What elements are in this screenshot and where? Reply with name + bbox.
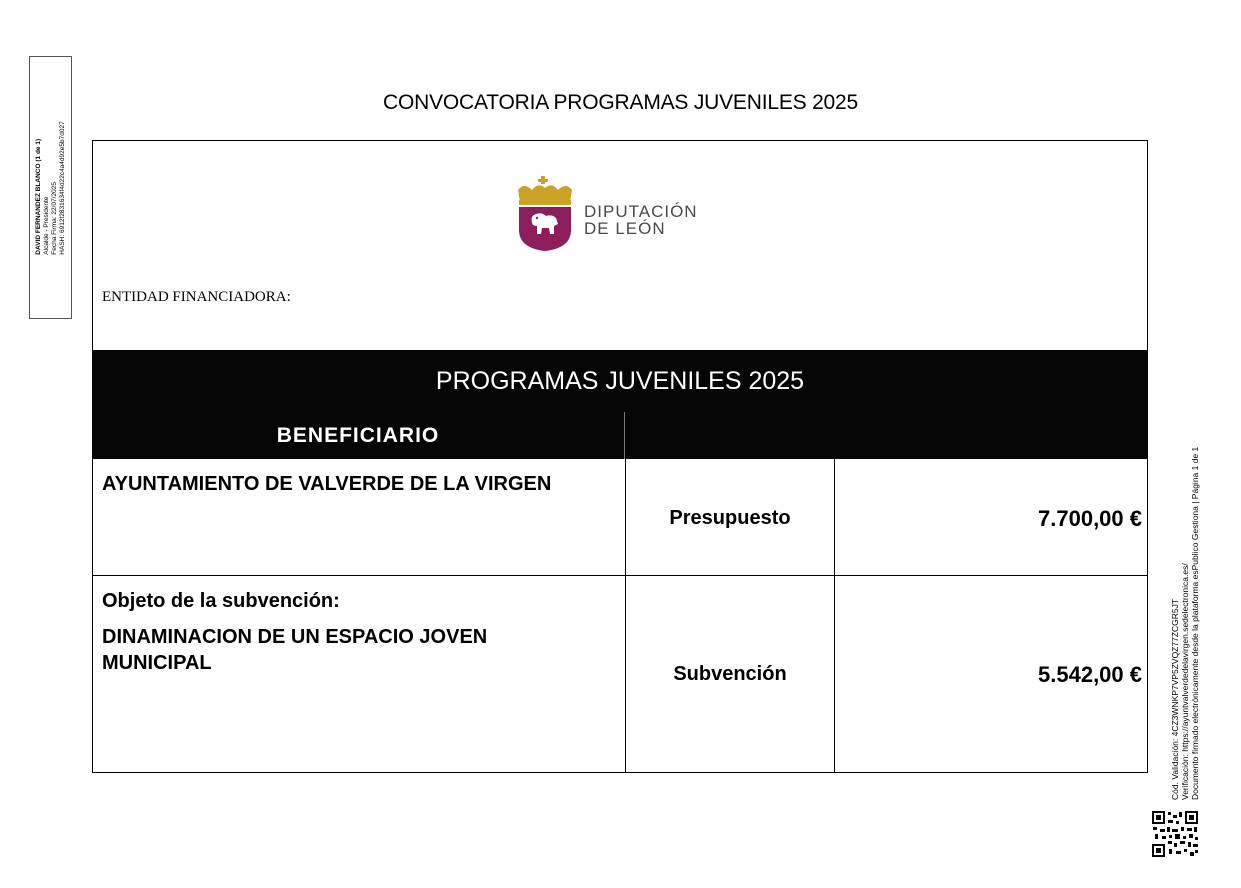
verification-note: Documento firmado electrónicamente desde la plataforma esPublico Gestiona | Página 1 de 1 <box>1190 446 1200 800</box>
budget-label: Presupuesto <box>669 507 791 529</box>
beneficiary-header: BENEFICIARIO <box>276 424 440 447</box>
qr-code-icon <box>1151 810 1199 858</box>
entity-label: ENTIDAD FINANCIADORA: <box>102 289 291 305</box>
logo-wordmark <box>584 203 698 237</box>
signature-date: Fecha Firma: 22/07/2025 <box>50 181 58 255</box>
signature-hash: HASH: 6912f2831634f4d22c4a4d92e5b7d027 <box>58 120 66 255</box>
budget-value: 7.700,00 € <box>1038 506 1142 531</box>
verification-code: Cód. Validación: 4CZ3WNKP7VP5ZVQZ77ZCGR5JT <box>1170 598 1180 800</box>
object-label: Objeto de la subvención: <box>102 590 340 612</box>
diputacion-leon-logo <box>514 176 744 254</box>
table-banner: PROGRAMAS JUVENILES 2025 <box>92 350 1148 412</box>
signature-signer: DAVID FERNANDEZ BLANCO (1 de 1) <box>34 138 42 255</box>
signature-role: Alcalde - Presidente <box>42 196 50 255</box>
document-title: CONVOCATORIA PROGRAMAS JUVENILES 2025 <box>383 91 858 114</box>
verification-url: Verificación: https://ayuntvalverdedelavirgen.sedelectronica.es/ <box>1180 563 1190 800</box>
grant-label: Subvención <box>673 663 787 685</box>
verification-text <box>1170 440 1200 800</box>
signature-text <box>35 121 67 254</box>
object-value: DINAMINACION DE UN ESPACIO JOVEN MUNICIPAL <box>102 626 488 674</box>
logo-line-2: DE LEÓN <box>584 219 666 238</box>
logo-line-1: DIPUTACIÓN <box>584 202 698 221</box>
beneficiary-name: AYUNTAMIENTO DE VALVERDE DE LA VIRGEN <box>102 473 552 495</box>
grant-value: 5.542,00 € <box>1038 662 1142 687</box>
column-divider-2 <box>834 459 835 773</box>
coat-of-arms-icon <box>514 176 576 252</box>
row-divider <box>92 575 1148 576</box>
subheader-divider <box>624 412 625 459</box>
table-subheader <box>92 412 1148 459</box>
